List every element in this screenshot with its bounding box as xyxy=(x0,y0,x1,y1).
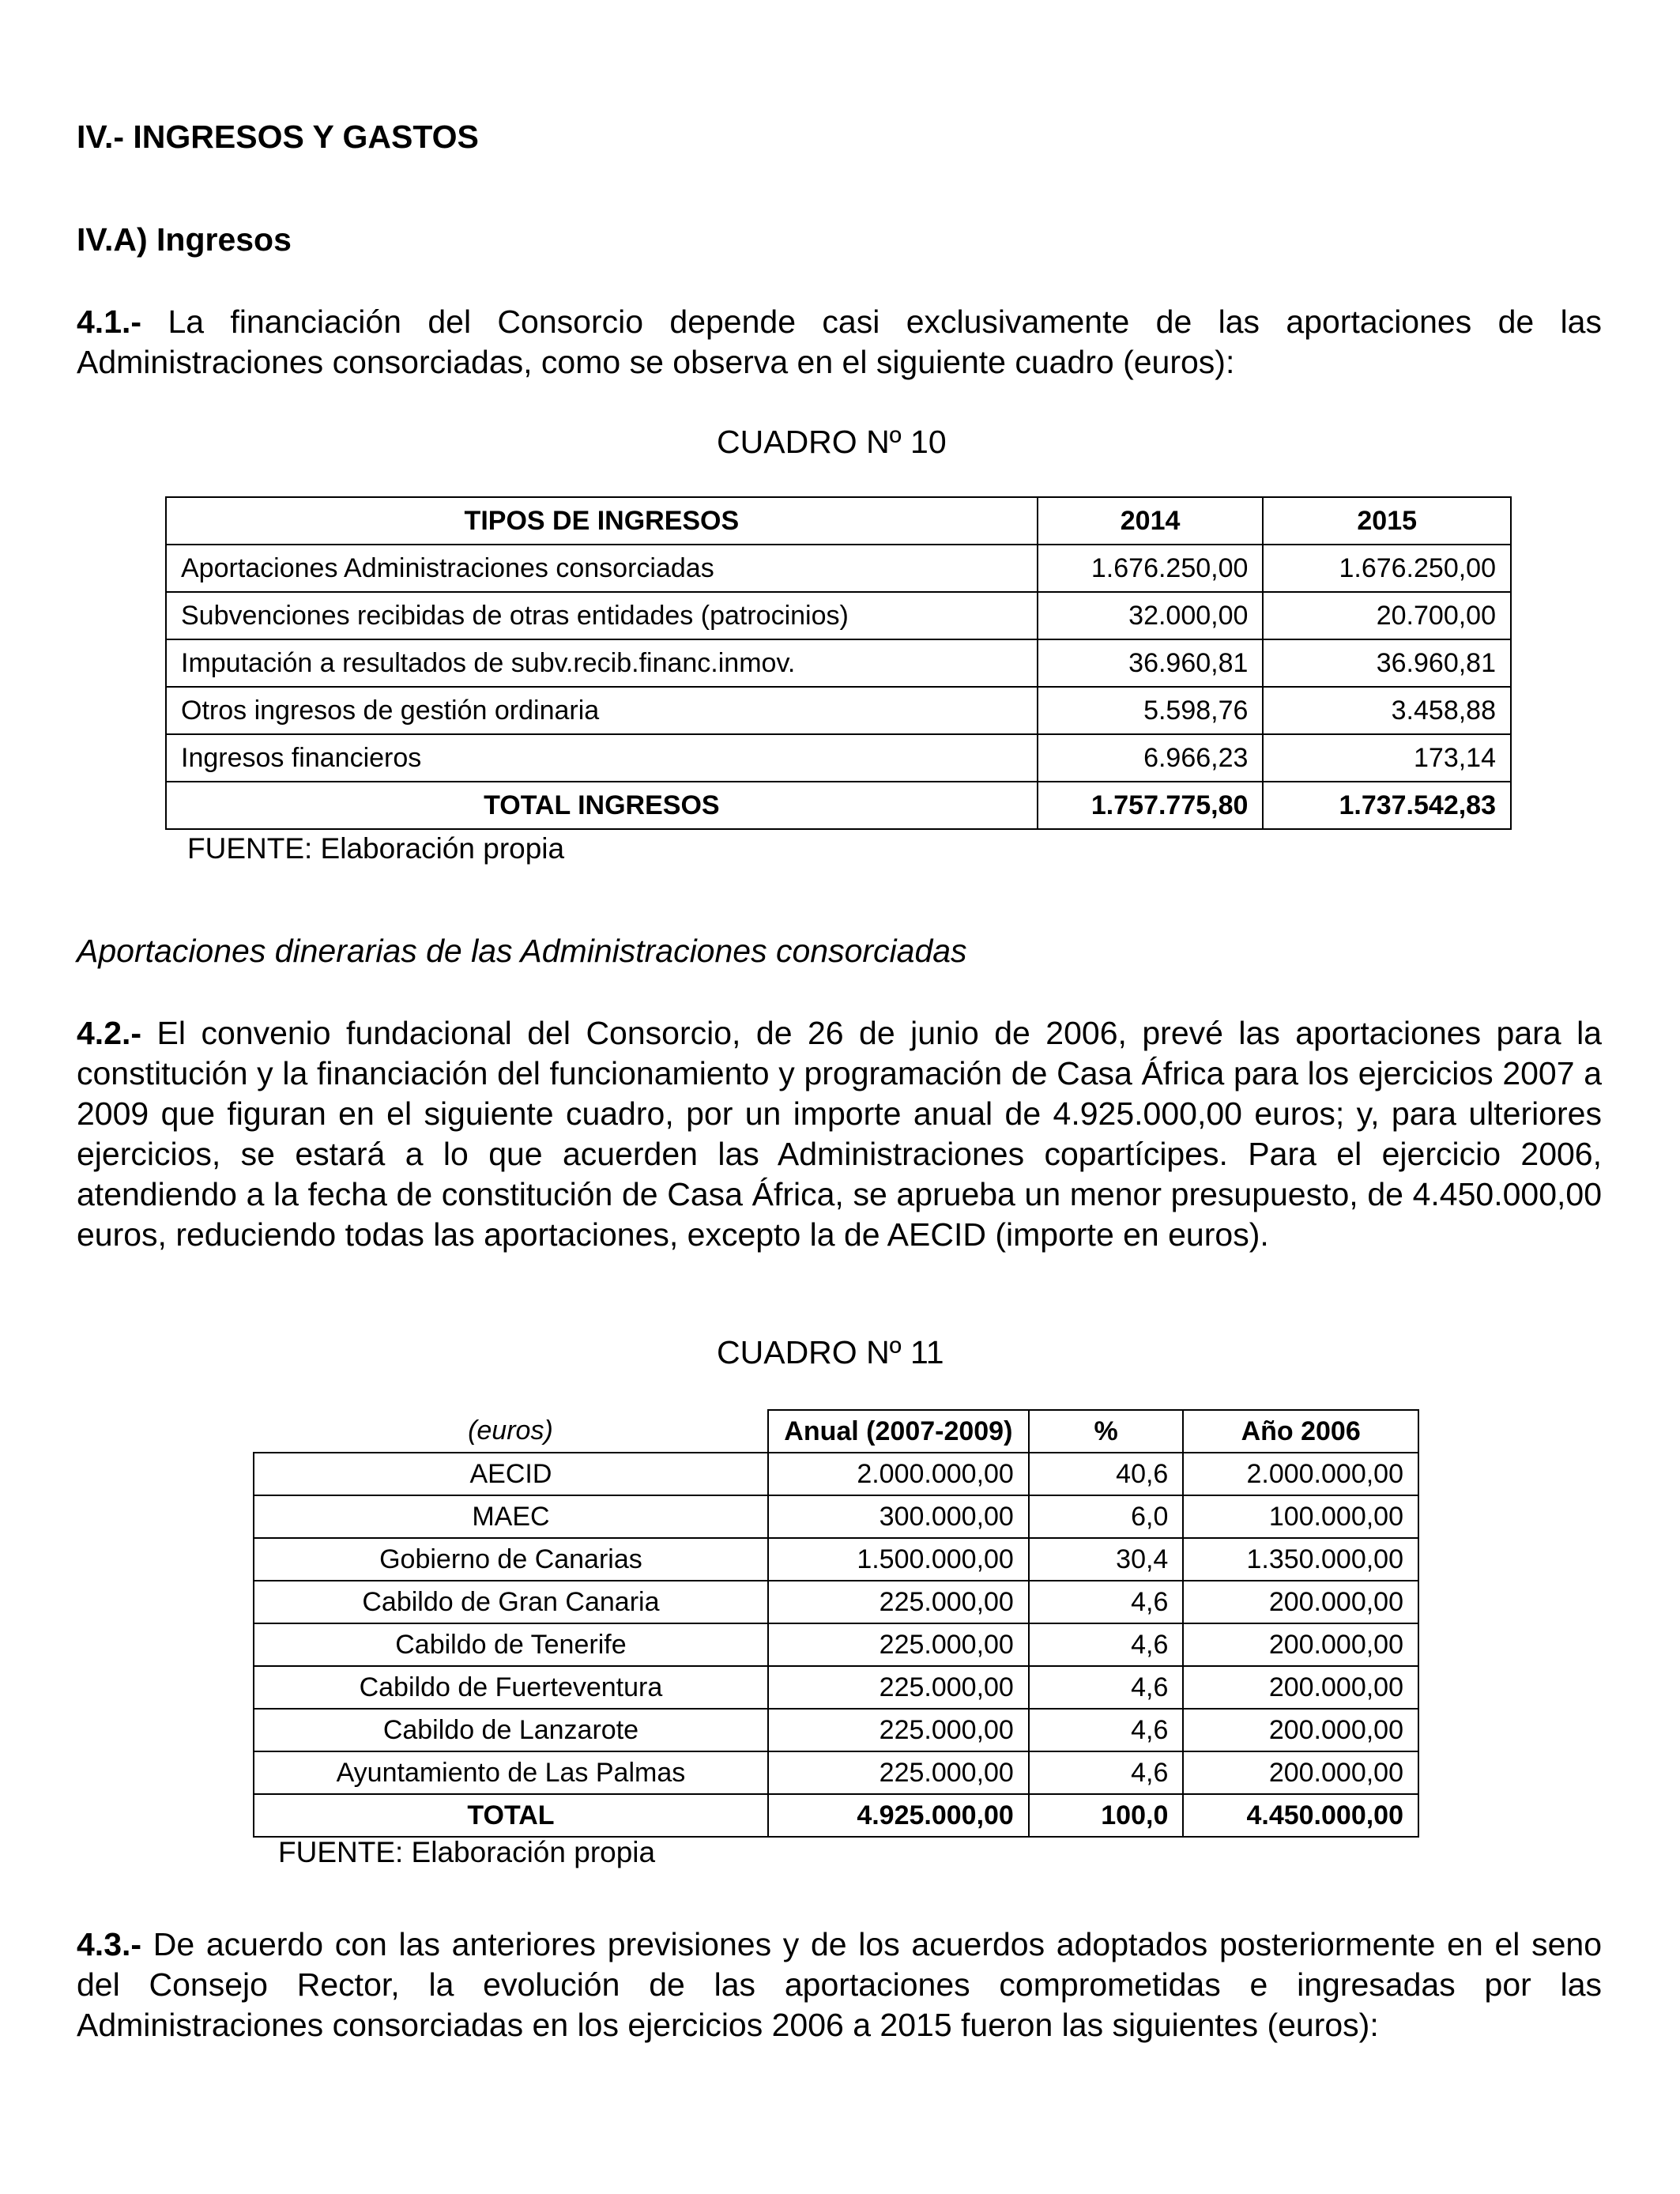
cell-2006: 2.000.000,00 xyxy=(1183,1453,1418,1495)
cell-anual: 225.000,00 xyxy=(768,1581,1029,1623)
cell-2015: 3.458,88 xyxy=(1263,687,1511,734)
row-label: Gobierno de Canarias xyxy=(254,1538,768,1581)
section-subtitle: IV.A) Ingresos xyxy=(77,221,292,258)
table-row xyxy=(254,1751,1418,1794)
cell-2015: 36.960,81 xyxy=(1263,639,1511,687)
cell-anual: 225.000,00 xyxy=(768,1709,1029,1751)
header-cell: % xyxy=(1029,1410,1184,1453)
table-row xyxy=(254,1666,1418,1709)
paragraph-number: 4.2.- xyxy=(77,1015,142,1051)
total-2006: 4.450.000,00 xyxy=(1183,1794,1418,1837)
cuadro-11-table xyxy=(253,1409,1419,1838)
cell-2015: 173,14 xyxy=(1263,734,1511,782)
cuadro-11-caption: CUADRO Nº 11 xyxy=(717,1334,944,1370)
cell-2006: 200.000,00 xyxy=(1183,1751,1418,1794)
cell-2014: 6.966,23 xyxy=(1038,734,1264,782)
header-cell: TIPOS DE INGRESOS xyxy=(166,497,1038,545)
table-row xyxy=(166,687,1511,734)
total-2014: 1.757.775,80 xyxy=(1038,782,1264,829)
row-label: MAEC xyxy=(254,1495,768,1538)
table-row xyxy=(254,1538,1418,1581)
cell-percent: 4,6 xyxy=(1029,1709,1184,1751)
cell-2006: 200.000,00 xyxy=(1183,1709,1418,1751)
paragraph-number: 4.3.- xyxy=(77,1926,142,1962)
cell-percent: 4,6 xyxy=(1029,1581,1184,1623)
paragraph-4-2 xyxy=(77,1013,1602,1255)
cell-anual: 2.000.000,00 xyxy=(768,1453,1029,1495)
total-label: TOTAL INGRESOS xyxy=(166,782,1038,829)
row-label: Imputación a resultados de subv.recib.financ.inmov. xyxy=(166,639,1038,687)
table-row xyxy=(166,639,1511,687)
table-row xyxy=(166,545,1511,592)
table-header-row xyxy=(254,1410,1418,1453)
row-label: Ayuntamiento de Las Palmas xyxy=(254,1751,768,1794)
table-total-row xyxy=(254,1794,1418,1837)
cell-percent: 4,6 xyxy=(1029,1751,1184,1794)
row-label: Subvenciones recibidas de otras entidades (patrocinios) xyxy=(166,592,1038,639)
row-label: Cabildo de Lanzarote xyxy=(254,1709,768,1751)
row-label: Ingresos financieros xyxy=(166,734,1038,782)
cuadro-10-table xyxy=(165,496,1512,830)
row-label: Cabildo de Tenerife xyxy=(254,1623,768,1666)
cell-2006: 1.350.000,00 xyxy=(1183,1538,1418,1581)
row-label: Otros ingresos de gestión ordinaria xyxy=(166,687,1038,734)
cell-2014: 1.676.250,00 xyxy=(1038,545,1264,592)
paragraph-4-1 xyxy=(77,302,1602,383)
paragraph-text: La financiación del Consorcio depende casi exclusivamente de las aportaciones de las Administraciones consorciadas, como se observa en el siguiente cuadro (euros): xyxy=(77,303,1602,380)
cell-percent: 30,4 xyxy=(1029,1538,1184,1581)
cell-anual: 225.000,00 xyxy=(768,1623,1029,1666)
paragraph-text: De acuerdo con las anteriores previsiones y de los acuerdos adoptados posteriormente en el seno del Consejo Rector, la evolución de las aportaciones comprometidas e ingresadas por las Administraciones consorciadas en los ejercicios 2006 a 2015 fueron las siguientes (euros): xyxy=(77,1926,1602,2043)
header-cell: Anual (2007-2009) xyxy=(768,1410,1029,1453)
total-2015: 1.737.542,83 xyxy=(1263,782,1511,829)
row-label: Cabildo de Gran Canaria xyxy=(254,1581,768,1623)
cell-anual: 300.000,00 xyxy=(768,1495,1029,1538)
total-percent: 100,0 xyxy=(1029,1794,1184,1837)
cell-percent: 6,0 xyxy=(1029,1495,1184,1538)
cell-percent: 40,6 xyxy=(1029,1453,1184,1495)
units-label: (euros) xyxy=(254,1410,768,1453)
header-cell: 2015 xyxy=(1263,497,1511,545)
total-label: TOTAL xyxy=(254,1794,768,1837)
cell-anual: 225.000,00 xyxy=(768,1751,1029,1794)
cell-2006: 200.000,00 xyxy=(1183,1666,1418,1709)
table-header-row xyxy=(166,497,1511,545)
table-row xyxy=(254,1495,1418,1538)
subheading: Aportaciones dinerarias de las Administraciones consorciadas xyxy=(77,933,967,969)
cuadro-11-source: FUENTE: Elaboración propia xyxy=(278,1836,656,1868)
paragraph-4-3 xyxy=(77,1924,1602,2045)
header-cell: Año 2006 xyxy=(1183,1410,1418,1453)
cell-anual: 225.000,00 xyxy=(768,1666,1029,1709)
row-label: AECID xyxy=(254,1453,768,1495)
cell-percent: 4,6 xyxy=(1029,1666,1184,1709)
cell-anual: 1.500.000,00 xyxy=(768,1538,1029,1581)
cuadro-10-caption: CUADRO Nº 10 xyxy=(717,424,947,460)
table-row xyxy=(254,1623,1418,1666)
header-cell: 2014 xyxy=(1038,497,1264,545)
cell-2006: 200.000,00 xyxy=(1183,1581,1418,1623)
cell-2006: 200.000,00 xyxy=(1183,1623,1418,1666)
table-row xyxy=(166,592,1511,639)
cell-2015: 20.700,00 xyxy=(1263,592,1511,639)
table-total-row xyxy=(166,782,1511,829)
row-label: Aportaciones Administraciones consorciadas xyxy=(166,545,1038,592)
table-row xyxy=(254,1453,1418,1495)
cell-2014: 36.960,81 xyxy=(1038,639,1264,687)
cell-2014: 32.000,00 xyxy=(1038,592,1264,639)
cell-2006: 100.000,00 xyxy=(1183,1495,1418,1538)
cell-2015: 1.676.250,00 xyxy=(1263,545,1511,592)
cuadro-10-source: FUENTE: Elaboración propia xyxy=(187,832,565,865)
section-title: IV.- INGRESOS Y GASTOS xyxy=(77,119,479,155)
cell-2014: 5.598,76 xyxy=(1038,687,1264,734)
row-label: Cabildo de Fuerteventura xyxy=(254,1666,768,1709)
table-row xyxy=(254,1709,1418,1751)
paragraph-text: El convenio fundacional del Consorcio, de 26 de junio de 2006, prevé las aportaciones para la constitución y la financiación del funcionamiento y programación de Casa África para los ejercicios 2007 a 2009 que figuran en el siguiente cuadro, por un importe anual de 4.925.000,00 euros; y, para ulteriores ejercicios, se estará a lo que acuerden las Administraciones copartícipes. Para el ejercicio 2006, atendiendo a la fecha de constitución de Casa África, se aprueba un menor presupuesto, de 4.450.000,00 euros, reduciendo todas las aportaciones, excepto la de AECID (importe en euros). xyxy=(77,1015,1602,1253)
paragraph-number: 4.1.- xyxy=(77,303,142,340)
table-row xyxy=(254,1581,1418,1623)
cell-percent: 4,6 xyxy=(1029,1623,1184,1666)
table-row xyxy=(166,734,1511,782)
total-anual: 4.925.000,00 xyxy=(768,1794,1029,1837)
